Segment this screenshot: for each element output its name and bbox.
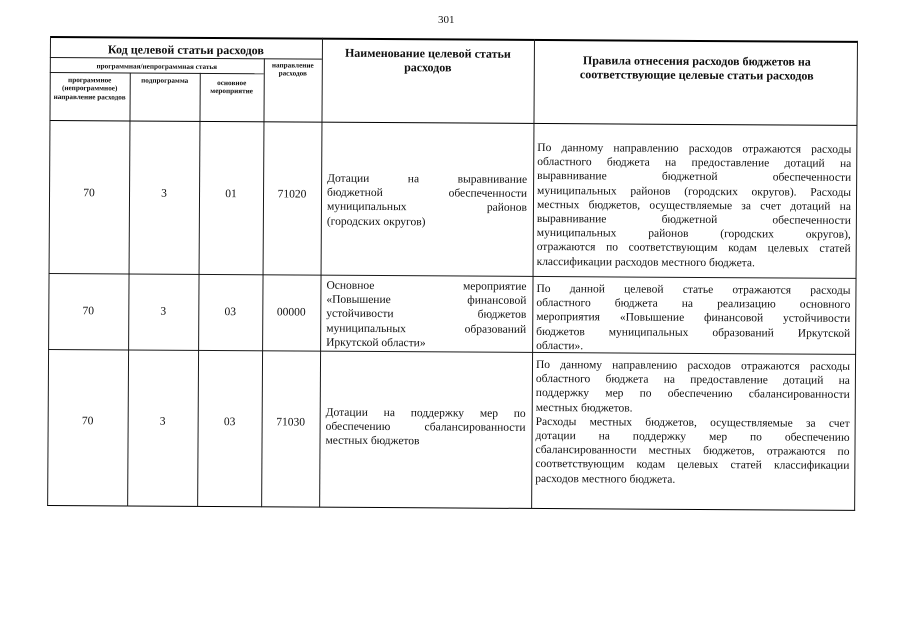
item-rule-line: областного бюджета на реализацию основного [536, 297, 851, 312]
item-rule-line: выравнивание бюджетной обеспеченности [537, 170, 852, 185]
subprogram-code: 3 [161, 187, 167, 200]
direction-header: направление расходов [271, 61, 314, 78]
item-name [326, 279, 526, 351]
subprogram-code: 3 [159, 415, 166, 428]
budget-table [47, 36, 858, 511]
item-name-line: муниципальных образований [326, 322, 527, 336]
table-bottom-border [47, 505, 855, 511]
item-name-line: бюджетной обеспеченности [327, 186, 528, 201]
item-rule-line: По данному направлению расходов отражаются расходы [537, 141, 852, 156]
item-name-line: Основное мероприятие [326, 279, 527, 293]
item-rule-line: По данной целевой статье отражаются расходы [536, 282, 851, 297]
item-rule-line: мероприятия «Повышение финансовой устойчивости [536, 311, 851, 326]
item-rule [536, 282, 850, 355]
item-name-line: местных бюджетов [325, 435, 420, 448]
header-divider-program [50, 72, 264, 74]
item-name-line: устойчивости бюджетов [326, 308, 527, 322]
item-rule-line: бюджетов муниципальных образований Иркутской [536, 325, 851, 340]
direction-code: 71030 [276, 416, 306, 429]
name-header: Наименование целевой статьи расходов [344, 45, 511, 75]
program-code: 70 [82, 305, 95, 318]
item-rule-line: дотации на поддержку мер по обеспечению [535, 429, 850, 444]
item-rule-line: выравнивание бюджетной обеспеченности [536, 212, 851, 227]
col-divider-3 [261, 58, 265, 507]
item-rule-line: классификации расходов местного бюджета. [536, 255, 755, 269]
item-rule-line: отражаются по соответствующим кодам целевых статей [536, 241, 851, 256]
header-bottom-border [49, 120, 857, 126]
item-rule-line: областного бюджета на предоставление дотаций на [537, 156, 852, 171]
event-code: 01 [225, 188, 237, 201]
program-code: 70 [83, 187, 95, 200]
item-rule [535, 358, 850, 488]
item-name-line: муниципальных районов [326, 201, 527, 215]
item-name-line: Дотации на выравнивание [327, 172, 528, 186]
item-rule-line: сбалансированности местных бюджетов, отражаются по [535, 444, 850, 459]
item-name [325, 406, 525, 450]
event-code: 03 [224, 306, 237, 319]
item-name-line: обеспечению сбалансированности [325, 420, 526, 435]
item-name-line: (городских округов) [326, 215, 426, 228]
item-rule-line: областного бюджета на предоставление дотаций на [535, 373, 850, 388]
program-subheader: программная/непрограммная статья [96, 62, 218, 72]
left-border [47, 36, 51, 506]
item-rule-line: Расходы местных бюджетов, осуществляемые за счет [535, 415, 850, 430]
direction-code: 00000 [276, 306, 306, 319]
right-border [854, 41, 858, 511]
rules-header: Правила отнесения расходов бюджетов на соответствующие целевые статьи расходов [579, 53, 814, 83]
item-rule-line: муниципальных районов (городских округов), [536, 227, 851, 242]
col-divider-1 [127, 72, 131, 506]
subprogram-code: 3 [160, 305, 167, 318]
item-rule-line: местных бюджетов, осуществляемые за счет дотаций на [536, 198, 852, 213]
direction-code: 71020 [277, 188, 307, 201]
item-name-line: Иркутской области» [326, 336, 426, 350]
item-rule-line: поддержку мер по обеспечению сбалансированности [535, 387, 850, 402]
subprogram-header: подпрограмма [141, 76, 189, 85]
item-rule [537, 141, 852, 271]
page-number: 301 [438, 14, 455, 26]
item-rule-line: местных бюджетов. [535, 401, 633, 415]
item-rule-line: расходов местного бюджета. [535, 472, 676, 486]
row-divider-1 [49, 273, 857, 279]
program-code: 70 [81, 415, 94, 428]
col-divider-5 [531, 39, 535, 509]
item-rule-line: области». [536, 339, 584, 353]
main-event-header: основное мероприятие [210, 79, 254, 96]
col-divider-2 [197, 73, 201, 507]
program-direction-header: программное (непрограммное) направление расходов [53, 76, 126, 102]
item-rule-line: муниципальных районов (городских округов). Расходы [537, 184, 852, 199]
event-code: 03 [223, 416, 236, 429]
code-header: Код целевой статьи расходов [107, 42, 264, 58]
col-divider-4 [319, 38, 323, 508]
item-rule-line: соответствующим кодам целевых статей классификации [535, 458, 850, 473]
item-name-line: «Повышение финансовой [326, 293, 527, 308]
item-rule-line: По данному направлению расходов отражаются расходы [535, 358, 851, 373]
item-name-line: Дотации на поддержку мер по [325, 406, 526, 420]
item-name [327, 172, 527, 230]
